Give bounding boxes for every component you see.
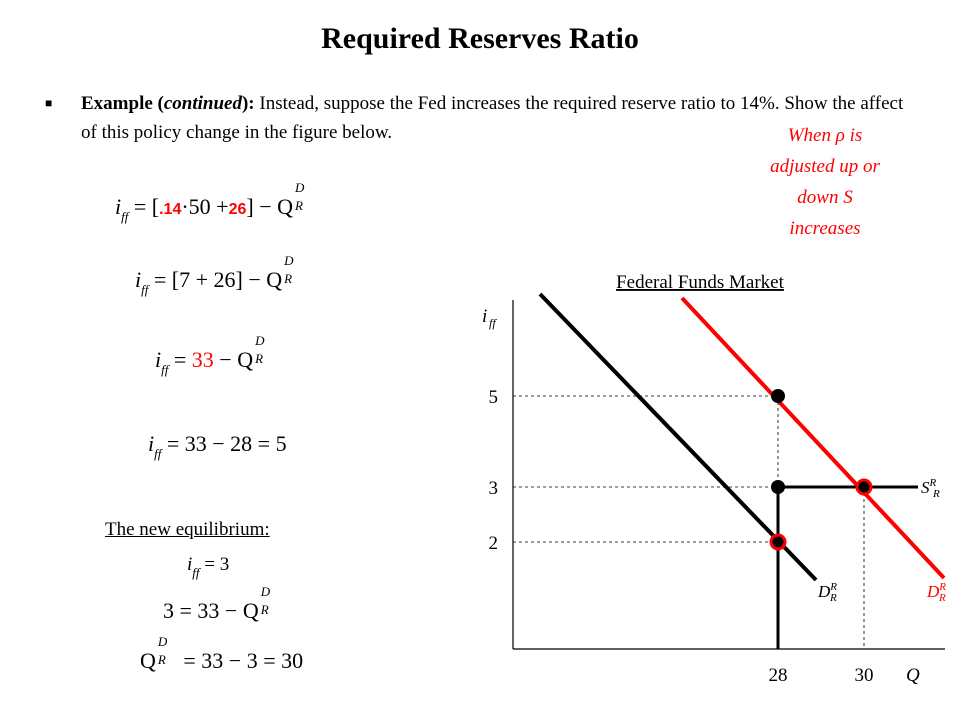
bullet-bold-end: ):	[241, 93, 255, 114]
equation-3: $i_{ff} = 33 - Q$ D R	[155, 333, 265, 377]
equilibrium-point-new	[771, 535, 785, 549]
equation-5: 3 = 33 − Q D R	[163, 584, 271, 623]
demand-label-old-sub: R	[830, 592, 837, 604]
note-line: increases	[789, 218, 861, 239]
reserve-ratio-value: .14	[159, 201, 182, 218]
demand-label-old: $D^R$	[818, 581, 838, 601]
bullet-italic-label: continued	[163, 93, 242, 114]
new-equilibrium-rate: $i_{ff} = 3$	[187, 554, 230, 580]
demand-curve-new	[682, 298, 944, 578]
equilibrium-point-new	[857, 480, 871, 494]
bullet-bold-label: Example (	[81, 93, 164, 114]
y-axis-label: i	[482, 306, 488, 327]
chart-labels	[482, 306, 946, 686]
y-tick-label: 5	[488, 387, 498, 408]
square-bullet-icon: ■	[45, 96, 53, 110]
supply-label: $S^R$	[921, 477, 937, 497]
y-tick-label: 2	[488, 533, 498, 554]
x-tick-label: 28	[768, 665, 788, 686]
new-equilibrium-label: The new equilibrium:	[105, 519, 270, 540]
note-line: down S	[797, 187, 853, 208]
x-tick-label: 30	[854, 665, 874, 686]
equilibrium-point-old	[771, 389, 785, 403]
constant-value: 26	[228, 201, 247, 218]
equilibrium-point-old	[771, 480, 785, 494]
demand-label-new: $D^R$	[927, 581, 947, 601]
note-line: When ρ is	[787, 125, 863, 146]
chart-axes	[513, 300, 945, 649]
note-line: adjusted up or	[770, 156, 880, 177]
demand-label-new-sub: R	[939, 592, 946, 604]
y-axis-label-sub: ff	[489, 316, 496, 330]
chart-curves	[540, 294, 947, 649]
intercept-value: 33	[191, 347, 214, 372]
equation-4: $i_{ff} = 33 - 28 = 5$	[148, 431, 287, 461]
equation-2: $i_{ff} = [7 + 26] - Q$ D R	[135, 253, 294, 297]
bullet-body: Instead, suppose the Fed increases the required reserve ratio to 14%. Show the affect of this policy change in the figure below.	[81, 93, 904, 143]
x-axis-label: Q	[906, 665, 920, 686]
chart-markers	[771, 389, 871, 549]
supply-label-sub: R	[933, 488, 940, 500]
y-tick-label: 3	[488, 478, 498, 499]
chart-title: Federal Funds Market	[616, 272, 784, 293]
equation-1: $i_{ff} = [.14\cdot 50 +26] - Q$ D R	[115, 180, 305, 224]
equation-6: Q D R = 33 − 3 = 30	[140, 634, 304, 673]
slide-title: Required Reserves Ratio	[321, 22, 639, 55]
